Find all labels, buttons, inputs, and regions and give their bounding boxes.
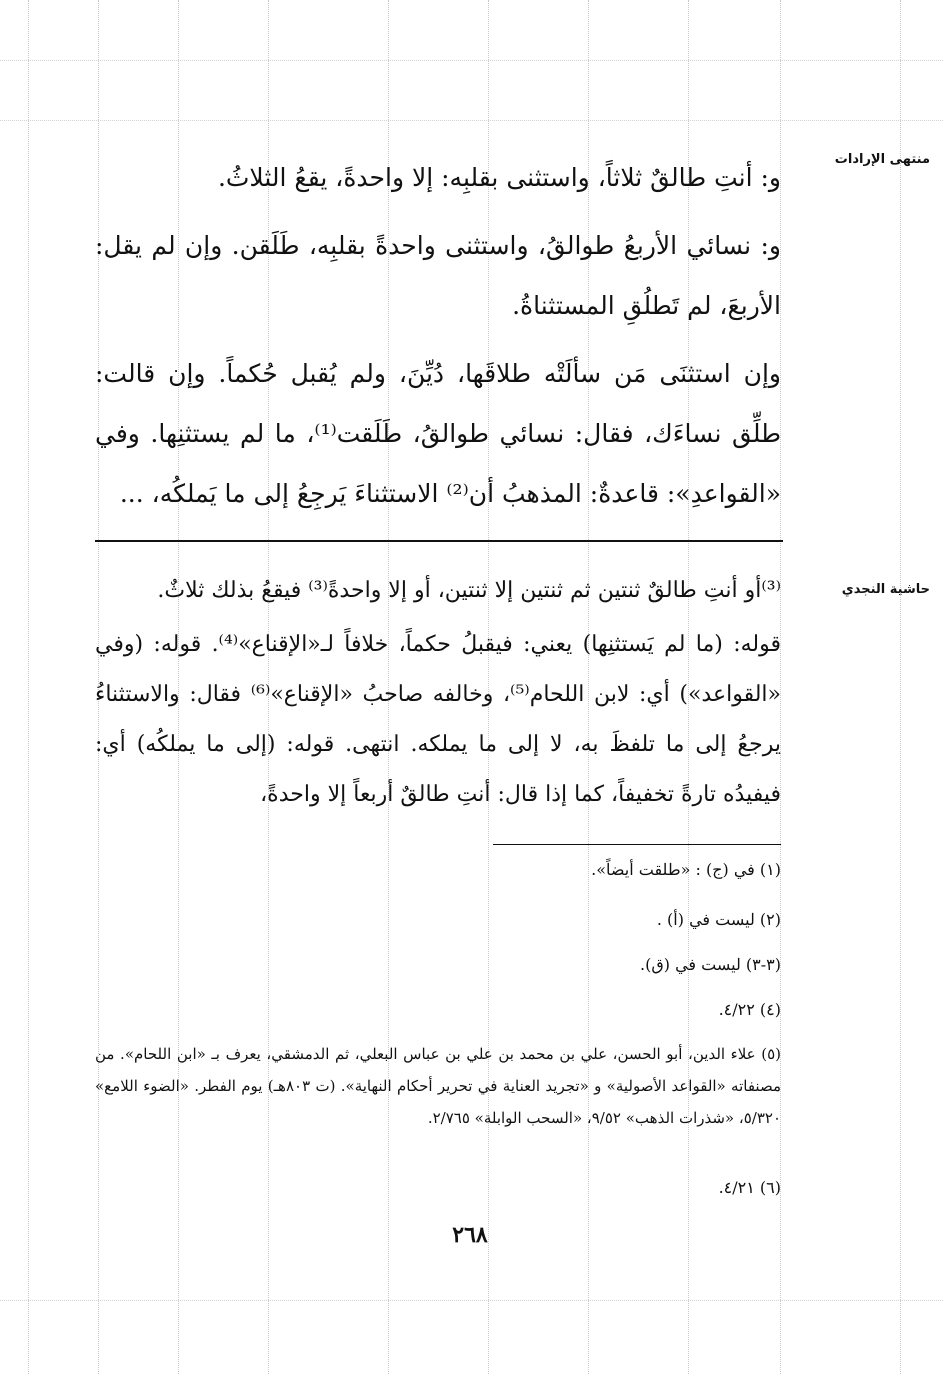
- footnote: (١) في (ج) : «طلقت أيضاً».: [591, 860, 781, 879]
- footnote: (٤) ٤/٢٢.: [718, 1000, 781, 1019]
- footnote-block: [95, 1038, 781, 1134]
- main-paragraph: و: أنتِ طالقٌ ثلاثاً، واستثنى بقلبِه: إلا واحدةً، يقعُ الثلاثُ.: [217, 163, 781, 192]
- scan-guide: [900, 0, 901, 1374]
- hashiya-text-block: [95, 566, 781, 820]
- footnote: (٣-٣) ليست في (ق).: [640, 955, 781, 974]
- scan-guide: [0, 1300, 943, 1301]
- footnote: (٦) ٤/٢١.: [718, 1178, 781, 1197]
- main-paragraph: و: نسائي الأربعُ طوالقُ، واستثنى واحدةً بقلبِه، طَلَقن. وإن لم يقل: الأربعَ، لم تَطلُقِ المستثناةُ.: [95, 231, 781, 320]
- footnote: (٥) علاء الدين، أبو الحسن، علي بن محمد بن علي بن عباس البعلي، ثم الدمشقي، يعرف بـ «ابن اللحام». من مصنفاته «القواعد الأصولية» و «تجريد العناية في تحرير أحكام النهاية». (ت ٨٠٣هـ) يوم الفطر. «الضوء اللامع» ٥/٣٢٠، «شذرات الذهب» ٩/٥٢، «السحب الوابلة» ٢/٧٦٥.: [95, 1045, 781, 1127]
- hashiya-margin-label: حاشية النجدي: [841, 582, 930, 597]
- section-divider: [95, 540, 783, 542]
- main-text-block: [95, 148, 781, 524]
- page-number: ٢٦٨: [452, 1222, 488, 1248]
- scan-guide: [0, 120, 943, 121]
- main-text-margin-label: منتهى الإرادات: [834, 152, 930, 167]
- hashiya-paragraph: قوله: (ما لم يَستثنِها) يعني: فيقبلُ حكماً، خلافاً لـ«الإقناع»⁽⁴⁾. قوله: (وفي «القواعد») أي: لابن اللحام⁽⁵⁾، وخالفه صاحبُ «الإقناع»⁽⁶⁾ فقال: والاستثناءُ يرجعُ إلى ما تلفظَ به، لا إلى ما يملكه. انتهى. قوله: (إلى ما يملكُه) أي: فيفيدُه تارةً تخفيفاً، كما إذا قال: أنتِ طالقٌ أربعاً إلا واحدةً،: [95, 632, 781, 807]
- footnote-divider: [493, 844, 781, 845]
- scan-guide: [0, 60, 943, 61]
- main-paragraph: وإن استثنَى مَن سألَتْه طلاقَها، دُيِّنَ، ولم يُقبل حُكماً. وإن قالت: طلِّق نساءَك، فقال: نسائي طوالقُ، طَلَقت⁽¹⁾، ما لم يستثنِها. وفي «القواعدِ»: قاعدةٌ: المذهبُ أن⁽²⁾ الاستثناءَ يَرجِعُ إلى ما يَملكُه، ...: [95, 359, 781, 508]
- footnote: (٢) ليست في (أ) .: [656, 910, 781, 929]
- hashiya-paragraph: ⁽³⁾أو أنتِ طالقٌ ثنتين ثم ثنتين إلا ثنتين، أو إلا واحدةً⁽³⁾ فيقعُ بذلك ثلاثٌ.: [157, 578, 781, 603]
- scan-guide: [28, 0, 29, 1374]
